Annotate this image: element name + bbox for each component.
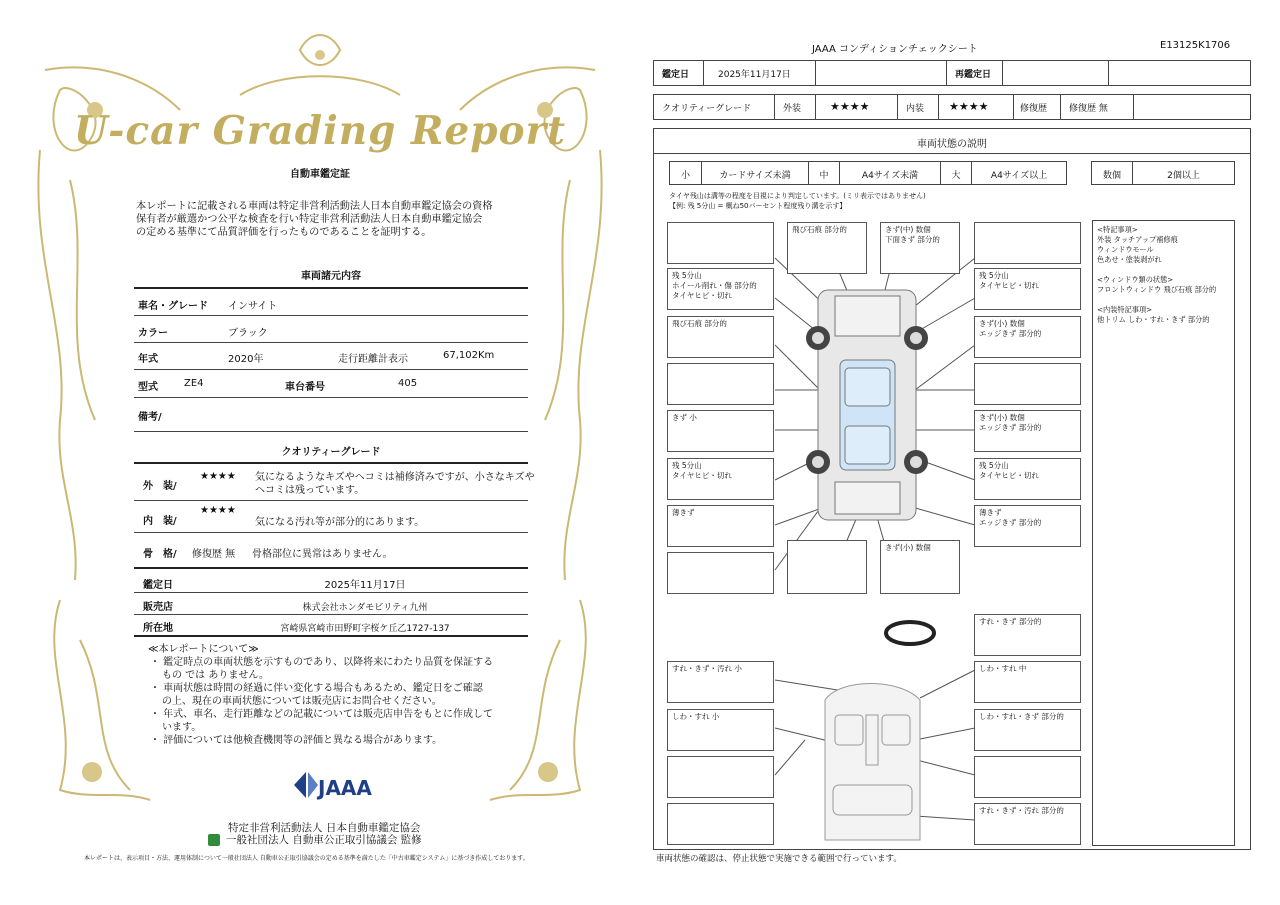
footnote: 本レポートは、表示項目・方法、運用体制について一般社団法人 自動車公正取引協議会の定める基準を満たした「中古車鑑定システム」に基づき作成しております。 [84, 855, 529, 862]
note-line: 外装 タッチアップ補修痕 [1097, 235, 1178, 244]
jaaa-logo-text: JAAA [318, 776, 372, 800]
condition-check-sheet [640, 0, 1280, 905]
damage-box: 薄きず [667, 505, 774, 547]
name-label: 車名・グレード [138, 301, 208, 312]
interior-label: 内 装/ [143, 516, 177, 527]
ext-stars: ★★★★ [815, 94, 898, 120]
grade-title: クオリティーグレード [281, 447, 381, 458]
frame-label: 骨 格/ [143, 549, 177, 560]
note-line [1097, 295, 1230, 305]
divider [134, 431, 528, 432]
tire-note-2: 【例: 残 5分山 = 概ね50パーセント程度残り溝を示す】 [669, 202, 847, 210]
damage-box: 飛び石痕 部分的 [667, 316, 774, 358]
damage-box: 薄きず エッジきず 部分的 [974, 505, 1081, 547]
year-label: 年式 [138, 354, 158, 365]
about-title: ≪本レポートについて≫ [148, 644, 259, 655]
damage-box [787, 540, 867, 594]
damage-box: 残 5分山 タイヤヒビ・切れ [974, 458, 1081, 500]
about-line: もの では ありません。 [162, 670, 269, 681]
damage-box [667, 552, 774, 594]
about-line: います。 [162, 722, 202, 733]
damage-box [974, 363, 1081, 405]
exterior-stars: ★★★★ [200, 471, 236, 482]
divider [134, 342, 528, 343]
int-stars: ★★★★ [938, 94, 1014, 120]
repair-label: 修復歴 [1013, 94, 1061, 120]
repair-value: 修復歴 無 [1060, 94, 1134, 120]
size-small-desc: カードサイズ未満 [701, 161, 809, 185]
damage-box: きず(中) 数個 下面きず 部分的 [880, 222, 960, 274]
interior-box: すれ・きず・汚れ 小 [667, 661, 774, 703]
special-notes [1092, 220, 1235, 846]
certification-text [136, 200, 526, 239]
interior-box: すれ・きず・汚れ 部分的 [974, 803, 1081, 845]
divider [134, 397, 528, 398]
sheet-title: JAAA コンディションチェックシート [812, 44, 978, 55]
note-line: <ウィンドウ類の状態> [1097, 275, 1174, 284]
damage-box: きず(小) 数個 [880, 540, 960, 594]
size-mid-desc: A4サイズ未満 [839, 161, 941, 185]
model-label: 型式 [138, 382, 158, 393]
exterior-comment [255, 471, 535, 497]
damage-box: きず 小 [667, 410, 774, 452]
note-line: ウィンドウモール [1097, 245, 1154, 254]
comment-line: ヘコミは残っています。 [255, 485, 365, 496]
cert-line: 保有者が厳選かつ公平な検査を行い特定非営利活動法人日本自動車鑑定協会 [136, 214, 483, 225]
int-label: 内装 [897, 94, 939, 120]
chassis-value: 405 [398, 378, 418, 389]
cert-line: 本レポートに記載される車両は特定非営利活動法人日本自動車鑑定協会の資格 [136, 201, 493, 212]
interior-box [667, 803, 774, 845]
name-value: インサイト [228, 301, 278, 312]
divider [134, 315, 528, 316]
interior-box: しわ・すれ 中 [974, 661, 1081, 703]
damage-box: きず(小) 数個 エッジきず 部分的 [974, 316, 1081, 358]
count-value: 2個以上 [1132, 161, 1235, 185]
size-large: 大 [940, 161, 972, 185]
date-label: 鑑定日 [653, 60, 704, 86]
divider [134, 287, 528, 289]
about-list [150, 656, 530, 747]
steering-wheel-icon [886, 622, 934, 644]
exterior-label: 外 装/ [143, 481, 177, 492]
address-value: 宮崎県宮崎市田野町字桜ケ丘乙1727-137 [280, 624, 450, 634]
damage-box: 残 5分山 タイヤヒビ・切れ [667, 458, 774, 500]
date-value: 2025年11月17日 [324, 580, 406, 591]
color-label: カラー [138, 328, 168, 339]
grade-label: クオリティーグレード [653, 94, 775, 120]
note-line: 色あせ・塗装剥がれ [1097, 255, 1162, 264]
section-title: 車両状態の説明 [653, 128, 1251, 154]
cert-line: の定める基準にて品質評価を行ったものであることを証明する。 [136, 227, 432, 238]
ext-label: 外装 [774, 94, 816, 120]
comment-line: 気になるようなキズやヘコミは補修済みですが、小さなキズや [255, 472, 535, 483]
interior-box: すれ・きず 部分的 [974, 614, 1081, 656]
report-title: U-car Grading Report [73, 108, 567, 154]
interior-box [974, 756, 1081, 798]
interior-stars: ★★★★ [200, 505, 236, 516]
frame-repair: 修復歴 無 [192, 549, 236, 560]
about-line: ・ 年式、車名、走行距離などの記載については販売店申告をもとに作成して [150, 709, 493, 720]
size-small: 小 [669, 161, 702, 185]
divider [134, 614, 528, 615]
about-line: ・ 車両状態は時間の経過に伴い変化する場合もあるため、鑑定日をご確認 [150, 683, 483, 694]
mileage-value: 67,102Km [443, 350, 495, 361]
note-line [1097, 265, 1230, 275]
size-large-desc: A4サイズ以上 [971, 161, 1067, 185]
dealer-label: 販売店 [143, 602, 173, 613]
document-id: E13125K1706 [1160, 40, 1231, 51]
note-line: <内装特記事項> [1097, 305, 1153, 314]
chassis-label: 車台番号 [285, 382, 325, 393]
date-label: 鑑定日 [143, 580, 173, 591]
interior-box: しわ・すれ・きず 部分的 [974, 709, 1081, 751]
note-line: フロントウィンドウ 飛び石痕 部分的 [1097, 285, 1217, 294]
organization-2: 一般社団法人 自動車公正取引協議会 監修 [226, 834, 422, 846]
jaaa-logo-icon [292, 770, 320, 800]
note-line: 他トリム しわ・すれ・きず 部分的 [1097, 315, 1210, 324]
divider [134, 369, 528, 370]
fair-trade-icon [208, 834, 220, 846]
reevaluation-label: 再鑑定日 [946, 60, 1003, 86]
size-mid: 中 [808, 161, 840, 185]
date-cell-empty [815, 60, 947, 86]
divider [134, 532, 528, 533]
divider [134, 567, 528, 569]
about-line: の上、現在の車両状態については販売店にお問合せください。 [162, 696, 442, 707]
address-label: 所在地 [143, 623, 173, 634]
damage-box: 残 5分山 ホイール削れ・傷 部分的 タイヤヒビ・切れ [667, 268, 774, 310]
mileage-label: 走行距離計表示 [338, 354, 408, 365]
divider [134, 592, 528, 593]
divider [134, 635, 528, 637]
note-line: <特記事項> [1097, 225, 1138, 234]
damage-box [667, 363, 774, 405]
damage-box: きず(小) 数個 エッジきず 部分的 [974, 410, 1081, 452]
notes-label: 備考/ [138, 412, 162, 423]
about-line: ・ 評価については他検査機関等の評価と異なる場合があります。 [150, 735, 443, 746]
frame-comment: 骨格部位に異常はありません。 [252, 549, 393, 560]
interior-comment: 気になる汚れ等が部分的にあります。 [255, 517, 425, 528]
report-subtitle: 自動車鑑定証 [290, 169, 350, 180]
divider [134, 462, 528, 464]
model-value: ZE4 [184, 378, 204, 389]
spec-title: 車両諸元内容 [301, 271, 361, 282]
dealer-value: 株式会社ホンダモビリティ九州 [302, 603, 428, 613]
color-value: ブラック [228, 328, 268, 339]
divider [134, 500, 528, 501]
organization-1: 特定非営利活動法人 日本自動車鑑定協会 [228, 822, 421, 834]
year-value: 2020年 [228, 354, 264, 365]
damage-box [974, 222, 1081, 264]
tire-note-1: タイヤ残山は溝等の程度を目視により判定しています。(ミリ表示ではありません) [669, 192, 926, 200]
sheet-footer: 車両状態の確認は、停止状態で実施できる範囲で行っています。 [656, 854, 902, 864]
reevaluation-value [1002, 60, 1109, 86]
count-label: 数個 [1091, 161, 1133, 185]
date-value: 2025年11月17日 [703, 60, 816, 86]
about-line: ・ 鑑定時点の車両状態を示すものであり、以降将来にわたり品質を保証する [150, 657, 494, 668]
interior-box: しわ・すれ 小 [667, 709, 774, 751]
interior-box [667, 756, 774, 798]
damage-box [667, 222, 774, 264]
damage-box: 残 5分山 タイヤヒビ・切れ [974, 268, 1081, 310]
damage-box: 飛び石痕 部分的 [787, 222, 867, 274]
